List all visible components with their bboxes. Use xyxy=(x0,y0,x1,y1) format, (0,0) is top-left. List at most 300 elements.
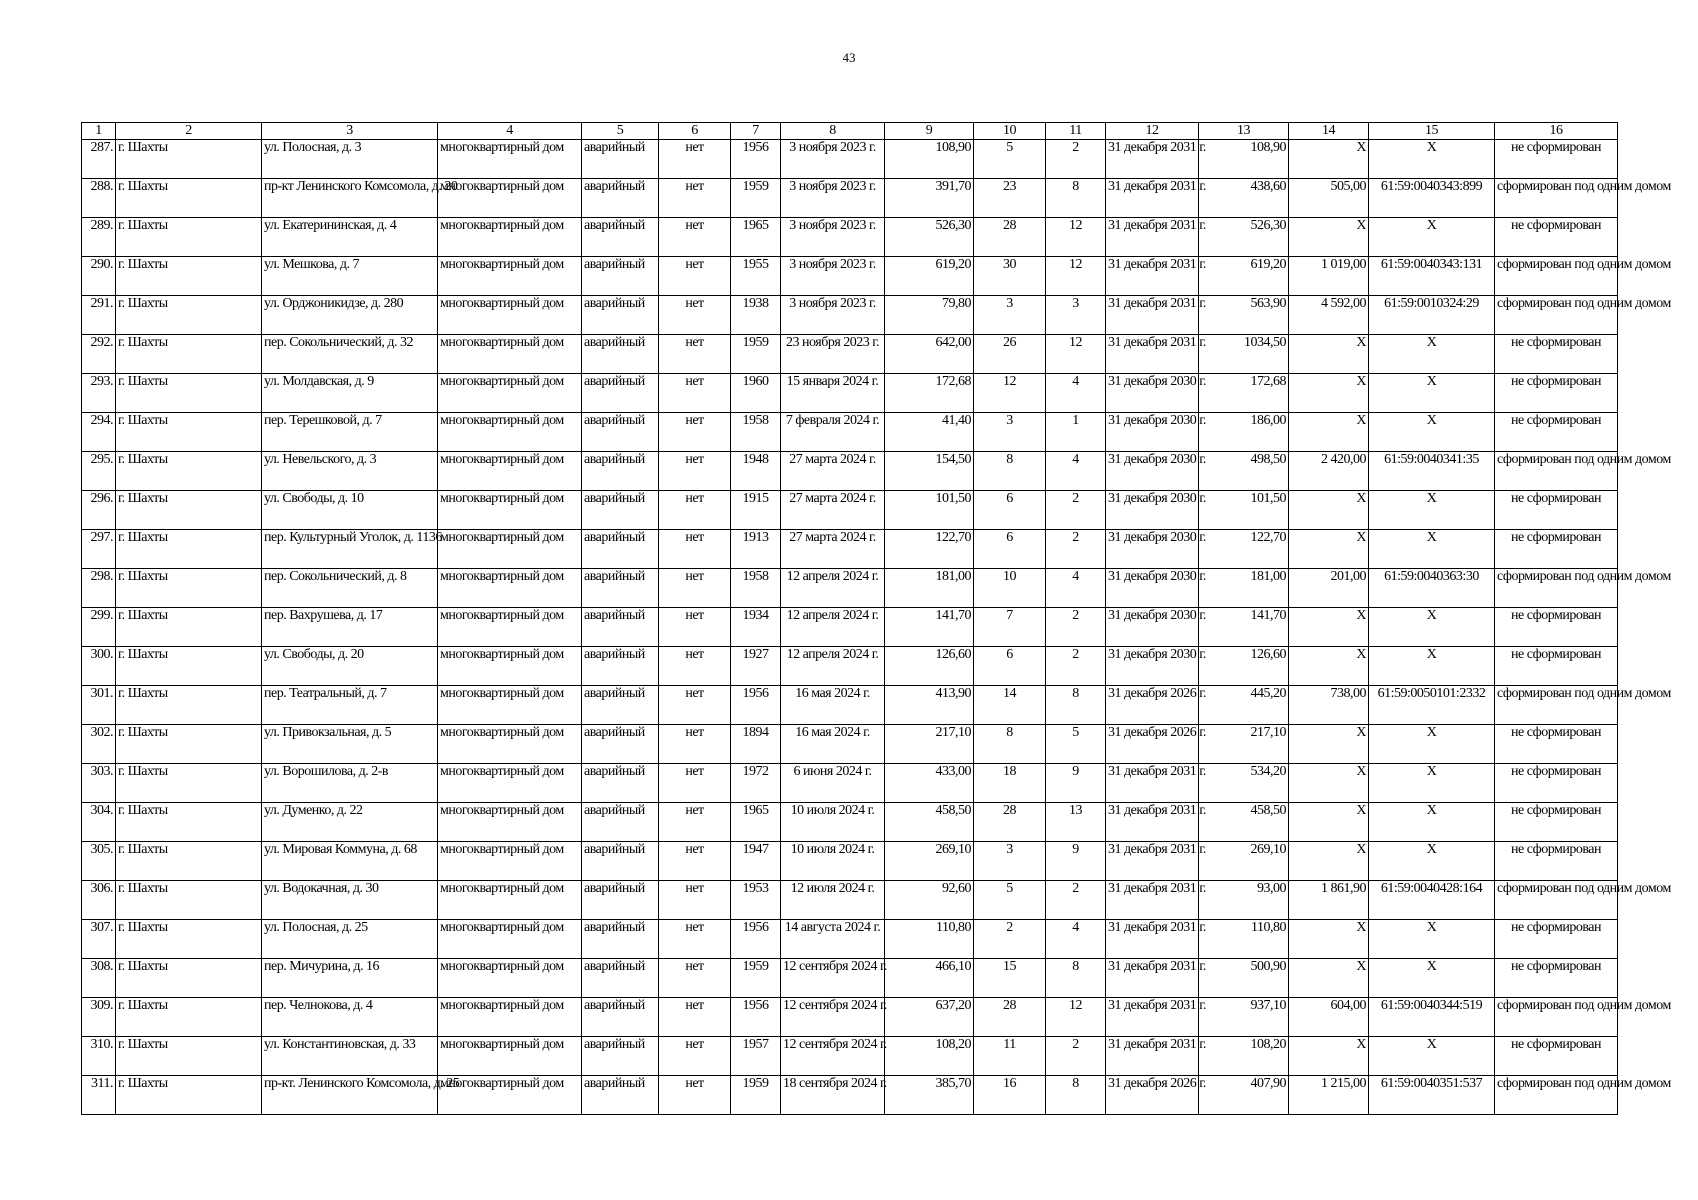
cell-recognition-date: 16 мая 2024 г. xyxy=(781,686,885,725)
cell-condition: аварийный xyxy=(582,218,659,257)
cell-area: 413,90 xyxy=(885,686,974,725)
column-header-2: 2 xyxy=(116,123,262,140)
cell-residents: 3 xyxy=(974,296,1046,335)
cell-land-status: сформирован под одним домом xyxy=(1495,452,1618,491)
cell-build-year: 1913 xyxy=(731,530,781,569)
cell-land-area: 1 019,00 xyxy=(1289,257,1369,296)
cell-condition: аварийный xyxy=(582,608,659,647)
cell-total-area: 181,00 xyxy=(1199,569,1289,608)
column-header-9: 9 xyxy=(885,123,974,140)
cell-cadastral-number: 61:59:0050101:2332 xyxy=(1369,686,1495,725)
cell-area: 101,50 xyxy=(885,491,974,530)
cell-resettlement-deadline: 31 декабря 2026 г. xyxy=(1106,686,1199,725)
cell-cadastral-number: Х xyxy=(1369,374,1495,413)
cell-building-type: многоквартирный дом xyxy=(438,920,582,959)
cell-condition: аварийный xyxy=(582,413,659,452)
cell-land-area: 505,00 xyxy=(1289,179,1369,218)
cell-building-type: многоквартирный дом xyxy=(438,998,582,1037)
cell-land-status: не сформирован xyxy=(1495,218,1618,257)
cell-land-area: Х xyxy=(1289,1037,1369,1076)
cell-premises: 1 xyxy=(1046,413,1106,452)
cell-condition: аварийный xyxy=(582,686,659,725)
cell-recognition-date: 12 апреля 2024 г. xyxy=(781,569,885,608)
cell-resettlement-deadline: 31 декабря 2030 г. xyxy=(1106,608,1199,647)
cell-locality: г. Шахты xyxy=(116,725,262,764)
cell-recognition-date: 3 ноября 2023 г. xyxy=(781,218,885,257)
cell-recognition-date: 12 апреля 2024 г. xyxy=(781,608,885,647)
cell-resettlement-deadline: 31 декабря 2031 г. xyxy=(1106,842,1199,881)
cell-residents: 26 xyxy=(974,335,1046,374)
cell-residents: 10 xyxy=(974,569,1046,608)
cell-land-area: Х xyxy=(1289,218,1369,257)
cell-resettlement-deadline: 31 декабря 2030 г. xyxy=(1106,413,1199,452)
cell-premises: 12 xyxy=(1046,335,1106,374)
cell-premises: 3 xyxy=(1046,296,1106,335)
cell-total-area: 1034,50 xyxy=(1199,335,1289,374)
cell-condition: аварийный xyxy=(582,998,659,1037)
cell-cadastral-number: Х xyxy=(1369,1037,1495,1076)
cell-address: пр-кт. Ленинского Комсомола, д. 25 xyxy=(262,1076,438,1115)
cell-total-area: 407,90 xyxy=(1199,1076,1289,1115)
table-body xyxy=(82,123,1671,1115)
cell-total-area: 563,90 xyxy=(1199,296,1289,335)
cell-land-area: Х xyxy=(1289,920,1369,959)
cell-address: ул. Орджоникидзе, д. 280 xyxy=(262,296,438,335)
cell-area: 458,50 xyxy=(885,803,974,842)
cell-address: ул. Молдавская, д. 9 xyxy=(262,374,438,413)
cell-land-area: 1 861,90 xyxy=(1289,881,1369,920)
cell-total-area: 126,60 xyxy=(1199,647,1289,686)
cell-condition-flag: нет xyxy=(659,647,731,686)
cell-area: 110,80 xyxy=(885,920,974,959)
cell-row-number: 291. xyxy=(82,296,116,335)
cell-condition: аварийный xyxy=(582,179,659,218)
cell-condition-flag: нет xyxy=(659,452,731,491)
cell-land-status: не сформирован xyxy=(1495,335,1618,374)
table-row xyxy=(82,842,1618,881)
cell-row-number: 304. xyxy=(82,803,116,842)
cell-premises: 12 xyxy=(1046,257,1106,296)
cell-condition-flag: нет xyxy=(659,842,731,881)
cell-total-area: 269,10 xyxy=(1199,842,1289,881)
cell-resettlement-deadline: 31 декабря 2030 г. xyxy=(1106,569,1199,608)
cell-condition: аварийный xyxy=(582,959,659,998)
cell-build-year: 1959 xyxy=(731,959,781,998)
cell-land-status: не сформирован xyxy=(1495,842,1618,881)
column-header-3: 3 xyxy=(262,123,438,140)
cell-land-status: сформирован под одним домом xyxy=(1495,881,1618,920)
cell-building-type: многоквартирный дом xyxy=(438,959,582,998)
cell-condition-flag: нет xyxy=(659,1076,731,1115)
cell-land-area: 1 215,00 xyxy=(1289,1076,1369,1115)
cell-building-type: многоквартирный дом xyxy=(438,179,582,218)
cell-premises: 9 xyxy=(1046,842,1106,881)
cell-condition: аварийный xyxy=(582,257,659,296)
cell-locality: г. Шахты xyxy=(116,257,262,296)
column-header-4: 4 xyxy=(438,123,582,140)
cell-recognition-date: 27 марта 2024 г. xyxy=(781,530,885,569)
cell-cadastral-number: Х xyxy=(1369,920,1495,959)
cell-total-area: 937,10 xyxy=(1199,998,1289,1037)
cell-resettlement-deadline: 31 декабря 2030 г. xyxy=(1106,491,1199,530)
cell-residents: 15 xyxy=(974,959,1046,998)
cell-condition-flag: нет xyxy=(659,179,731,218)
cell-build-year: 1927 xyxy=(731,647,781,686)
cell-condition: аварийный xyxy=(582,452,659,491)
cell-build-year: 1956 xyxy=(731,140,781,179)
cell-address: ул. Невельского, д. 3 xyxy=(262,452,438,491)
cell-area: 79,80 xyxy=(885,296,974,335)
cell-building-type: многоквартирный дом xyxy=(438,140,582,179)
cell-area: 92,60 xyxy=(885,881,974,920)
cell-condition-flag: нет xyxy=(659,608,731,647)
table-row xyxy=(82,335,1618,374)
cell-premises: 4 xyxy=(1046,374,1106,413)
cell-land-area: 201,00 xyxy=(1289,569,1369,608)
cell-land-status: сформирован под одним домом xyxy=(1495,998,1618,1037)
cell-resettlement-deadline: 31 декабря 2031 г. xyxy=(1106,1037,1199,1076)
cell-address: ул. Мировая Коммуна, д. 68 xyxy=(262,842,438,881)
cell-condition-flag: нет xyxy=(659,413,731,452)
cell-land-status: не сформирован xyxy=(1495,725,1618,764)
cell-premises: 5 xyxy=(1046,725,1106,764)
cell-locality: г. Шахты xyxy=(116,608,262,647)
table-row xyxy=(82,296,1618,335)
cell-land-status: не сформирован xyxy=(1495,530,1618,569)
cell-build-year: 1959 xyxy=(731,335,781,374)
cell-recognition-date: 12 сентября 2024 г. xyxy=(781,959,885,998)
table-row xyxy=(82,686,1618,725)
cell-recognition-date: 10 июля 2024 г. xyxy=(781,842,885,881)
cell-resettlement-deadline: 31 декабря 2031 г. xyxy=(1106,998,1199,1037)
cell-cadastral-number: Х xyxy=(1369,608,1495,647)
cell-locality: г. Шахты xyxy=(116,452,262,491)
cell-premises: 8 xyxy=(1046,1076,1106,1115)
cell-build-year: 1965 xyxy=(731,218,781,257)
cell-locality: г. Шахты xyxy=(116,1076,262,1115)
cell-residents: 5 xyxy=(974,140,1046,179)
cell-area: 172,68 xyxy=(885,374,974,413)
cell-resettlement-deadline: 31 декабря 2030 г. xyxy=(1106,452,1199,491)
cell-row-number: 301. xyxy=(82,686,116,725)
cell-build-year: 1957 xyxy=(731,1037,781,1076)
cell-row-number: 308. xyxy=(82,959,116,998)
cell-premises: 13 xyxy=(1046,803,1106,842)
table-row xyxy=(82,647,1618,686)
cell-locality: г. Шахты xyxy=(116,959,262,998)
cell-row-number: 300. xyxy=(82,647,116,686)
cell-resettlement-deadline: 31 декабря 2030 г. xyxy=(1106,530,1199,569)
cell-land-status: сформирован под одним домом xyxy=(1495,257,1618,296)
cell-condition: аварийный xyxy=(582,296,659,335)
cell-land-area: 604,00 xyxy=(1289,998,1369,1037)
cell-building-type: многоквартирный дом xyxy=(438,452,582,491)
cell-address: ул. Мешкова, д. 7 xyxy=(262,257,438,296)
cell-total-area: 217,10 xyxy=(1199,725,1289,764)
cell-land-status: сформирован под одним домом xyxy=(1495,1076,1618,1115)
cell-area: 122,70 xyxy=(885,530,974,569)
cell-premises: 2 xyxy=(1046,1037,1106,1076)
cell-resettlement-deadline: 31 декабря 2030 г. xyxy=(1106,647,1199,686)
cell-locality: г. Шахты xyxy=(116,1037,262,1076)
cell-land-area: Х xyxy=(1289,608,1369,647)
cell-residents: 6 xyxy=(974,530,1046,569)
cell-condition: аварийный xyxy=(582,881,659,920)
cell-row-number: 306. xyxy=(82,881,116,920)
table-row xyxy=(82,530,1618,569)
cell-land-area: Х xyxy=(1289,140,1369,179)
cell-land-area: Х xyxy=(1289,803,1369,842)
cell-land-status: не сформирован xyxy=(1495,413,1618,452)
cell-build-year: 1948 xyxy=(731,452,781,491)
cell-premises: 2 xyxy=(1046,647,1106,686)
cell-recognition-date: 12 апреля 2024 г. xyxy=(781,647,885,686)
cell-recognition-date: 3 ноября 2023 г. xyxy=(781,257,885,296)
cell-area: 391,70 xyxy=(885,179,974,218)
cell-area: 637,20 xyxy=(885,998,974,1037)
cell-resettlement-deadline: 31 декабря 2031 г. xyxy=(1106,218,1199,257)
table-row xyxy=(82,998,1618,1037)
cell-address: пер. Театральный, д. 7 xyxy=(262,686,438,725)
cell-cadastral-number: Х xyxy=(1369,530,1495,569)
cell-building-type: многоквартирный дом xyxy=(438,842,582,881)
cell-total-area: 108,90 xyxy=(1199,140,1289,179)
cell-premises: 2 xyxy=(1046,881,1106,920)
cell-recognition-date: 14 августа 2024 г. xyxy=(781,920,885,959)
table-row xyxy=(82,1037,1618,1076)
cell-land-area: 4 592,00 xyxy=(1289,296,1369,335)
cell-build-year: 1956 xyxy=(731,998,781,1037)
cell-total-area: 110,80 xyxy=(1199,920,1289,959)
cell-recognition-date: 15 января 2024 г. xyxy=(781,374,885,413)
cell-total-area: 172,68 xyxy=(1199,374,1289,413)
cell-cadastral-number: 61:59:0040344:519 xyxy=(1369,998,1495,1037)
cell-premises: 12 xyxy=(1046,218,1106,257)
column-header-14: 14 xyxy=(1289,123,1369,140)
cell-area: 108,90 xyxy=(885,140,974,179)
table-row xyxy=(82,413,1618,452)
cell-row-number: 293. xyxy=(82,374,116,413)
cell-total-area: 101,50 xyxy=(1199,491,1289,530)
cell-resettlement-deadline: 31 декабря 2031 г. xyxy=(1106,764,1199,803)
cell-land-area: 738,00 xyxy=(1289,686,1369,725)
cell-area: 619,20 xyxy=(885,257,974,296)
cell-build-year: 1894 xyxy=(731,725,781,764)
cell-address: пер. Сокольнический, д. 32 xyxy=(262,335,438,374)
cell-condition: аварийный xyxy=(582,140,659,179)
cell-locality: г. Шахты xyxy=(116,179,262,218)
cell-condition: аварийный xyxy=(582,764,659,803)
cell-building-type: многоквартирный дом xyxy=(438,686,582,725)
cell-residents: 6 xyxy=(974,647,1046,686)
table-row xyxy=(82,374,1618,413)
cell-residents: 8 xyxy=(974,452,1046,491)
cell-residents: 3 xyxy=(974,842,1046,881)
cell-row-number: 292. xyxy=(82,335,116,374)
cell-area: 154,50 xyxy=(885,452,974,491)
cell-address: ул. Свободы, д. 10 xyxy=(262,491,438,530)
cell-condition: аварийный xyxy=(582,491,659,530)
cell-residents: 28 xyxy=(974,218,1046,257)
cell-land-status: не сформирован xyxy=(1495,140,1618,179)
cell-cadastral-number: 61:59:0040341:35 xyxy=(1369,452,1495,491)
cell-premises: 8 xyxy=(1046,959,1106,998)
cell-address: пер. Вахрушева, д. 17 xyxy=(262,608,438,647)
cell-locality: г. Шахты xyxy=(116,296,262,335)
cell-build-year: 1953 xyxy=(731,881,781,920)
cell-building-type: многоквартирный дом xyxy=(438,1076,582,1115)
cell-land-area: Х xyxy=(1289,959,1369,998)
table-row xyxy=(82,725,1618,764)
cell-build-year: 1958 xyxy=(731,569,781,608)
cell-recognition-date: 27 марта 2024 г. xyxy=(781,452,885,491)
cell-building-type: многоквартирный дом xyxy=(438,647,582,686)
cell-resettlement-deadline: 31 декабря 2030 г. xyxy=(1106,374,1199,413)
cell-locality: г. Шахты xyxy=(116,374,262,413)
cell-residents: 2 xyxy=(974,920,1046,959)
cell-resettlement-deadline: 31 декабря 2026 г. xyxy=(1106,725,1199,764)
table-row xyxy=(82,608,1618,647)
cell-locality: г. Шахты xyxy=(116,218,262,257)
table-row xyxy=(82,569,1618,608)
cell-locality: г. Шахты xyxy=(116,881,262,920)
cell-premises: 8 xyxy=(1046,686,1106,725)
cell-residents: 28 xyxy=(974,998,1046,1037)
cell-premises: 2 xyxy=(1046,491,1106,530)
cell-resettlement-deadline: 31 декабря 2031 г. xyxy=(1106,803,1199,842)
cell-resettlement-deadline: 31 декабря 2026 г. xyxy=(1106,1076,1199,1115)
cell-total-area: 141,70 xyxy=(1199,608,1289,647)
cell-condition: аварийный xyxy=(582,530,659,569)
cell-row-number: 302. xyxy=(82,725,116,764)
column-header-5: 5 xyxy=(582,123,659,140)
cell-residents: 23 xyxy=(974,179,1046,218)
cell-area: 269,10 xyxy=(885,842,974,881)
cell-condition: аварийный xyxy=(582,1037,659,1076)
cell-total-area: 619,20 xyxy=(1199,257,1289,296)
cell-premises: 2 xyxy=(1046,530,1106,569)
cell-cadastral-number: Х xyxy=(1369,764,1495,803)
cell-land-area: Х xyxy=(1289,647,1369,686)
cell-build-year: 1958 xyxy=(731,413,781,452)
cell-address: пер. Культурный Уголок, д. 1136 xyxy=(262,530,438,569)
cell-building-type: многоквартирный дом xyxy=(438,374,582,413)
cell-recognition-date: 10 июля 2024 г. xyxy=(781,803,885,842)
cell-building-type: многоквартирный дом xyxy=(438,530,582,569)
cell-building-type: многоквартирный дом xyxy=(438,725,582,764)
cell-locality: г. Шахты xyxy=(116,920,262,959)
cell-locality: г. Шахты xyxy=(116,803,262,842)
cell-condition: аварийный xyxy=(582,803,659,842)
cell-condition-flag: нет xyxy=(659,881,731,920)
cell-building-type: многоквартирный дом xyxy=(438,257,582,296)
cell-total-area: 186,00 xyxy=(1199,413,1289,452)
cell-area: 108,20 xyxy=(885,1037,974,1076)
cell-area: 181,00 xyxy=(885,569,974,608)
cell-condition: аварийный xyxy=(582,725,659,764)
cell-condition-flag: нет xyxy=(659,764,731,803)
cell-condition-flag: нет xyxy=(659,140,731,179)
cell-total-area: 500,90 xyxy=(1199,959,1289,998)
cell-build-year: 1934 xyxy=(731,608,781,647)
cell-cadastral-number: 61:59:0040351:537 xyxy=(1369,1076,1495,1115)
cell-recognition-date: 12 сентября 2024 г. xyxy=(781,998,885,1037)
cell-locality: г. Шахты xyxy=(116,569,262,608)
column-header-6: 6 xyxy=(659,123,731,140)
cell-land-area: Х xyxy=(1289,491,1369,530)
cell-row-number: 298. xyxy=(82,569,116,608)
cell-cadastral-number: Х xyxy=(1369,140,1495,179)
table-row xyxy=(82,491,1618,530)
cell-land-status: не сформирован xyxy=(1495,647,1618,686)
column-header-7: 7 xyxy=(731,123,781,140)
cell-total-area: 526,30 xyxy=(1199,218,1289,257)
column-header-15: 15 xyxy=(1369,123,1495,140)
cell-area: 217,10 xyxy=(885,725,974,764)
cell-build-year: 1959 xyxy=(731,179,781,218)
cell-residents: 5 xyxy=(974,881,1046,920)
cell-building-type: многоквартирный дом xyxy=(438,335,582,374)
cell-area: 466,10 xyxy=(885,959,974,998)
cell-premises: 8 xyxy=(1046,179,1106,218)
cell-residents: 11 xyxy=(974,1037,1046,1076)
cell-cadastral-number: Х xyxy=(1369,725,1495,764)
cell-residents: 28 xyxy=(974,803,1046,842)
cell-building-type: многоквартирный дом xyxy=(438,218,582,257)
cell-recognition-date: 18 сентября 2024 г. xyxy=(781,1076,885,1115)
cell-address: пер. Челнокова, д. 4 xyxy=(262,998,438,1037)
cell-building-type: многоквартирный дом xyxy=(438,608,582,647)
cell-address: ул. Водокачная, д. 30 xyxy=(262,881,438,920)
cell-row-number: 299. xyxy=(82,608,116,647)
cell-condition-flag: нет xyxy=(659,959,731,998)
cell-locality: г. Шахты xyxy=(116,530,262,569)
cell-locality: г. Шахты xyxy=(116,491,262,530)
cell-residents: 6 xyxy=(974,491,1046,530)
cell-condition-flag: нет xyxy=(659,374,731,413)
cell-land-status: сформирован под одним домом xyxy=(1495,569,1618,608)
cell-land-status: не сформирован xyxy=(1495,608,1618,647)
cell-address: ул. Екатерининская, д. 4 xyxy=(262,218,438,257)
cell-recognition-date: 12 сентября 2024 г. xyxy=(781,1037,885,1076)
cell-building-type: многоквартирный дом xyxy=(438,413,582,452)
cell-area: 41,40 xyxy=(885,413,974,452)
cell-build-year: 1955 xyxy=(731,257,781,296)
cell-address: ул. Привокзальная, д. 5 xyxy=(262,725,438,764)
cell-total-area: 534,20 xyxy=(1199,764,1289,803)
cell-land-status: не сформирован xyxy=(1495,764,1618,803)
cell-build-year: 1915 xyxy=(731,491,781,530)
cell-residents: 8 xyxy=(974,725,1046,764)
cell-condition: аварийный xyxy=(582,374,659,413)
cell-land-status: не сформирован xyxy=(1495,920,1618,959)
cell-cadastral-number: Х xyxy=(1369,491,1495,530)
cell-premises: 4 xyxy=(1046,452,1106,491)
cell-build-year: 1938 xyxy=(731,296,781,335)
cell-locality: г. Шахты xyxy=(116,764,262,803)
cell-cadastral-number: Х xyxy=(1369,335,1495,374)
cell-recognition-date: 27 марта 2024 г. xyxy=(781,491,885,530)
header-row xyxy=(82,123,1618,140)
cell-land-status: не сформирован xyxy=(1495,803,1618,842)
cell-cadastral-number: 61:59:0040343:131 xyxy=(1369,257,1495,296)
table-row xyxy=(82,218,1618,257)
cell-residents: 14 xyxy=(974,686,1046,725)
table-row xyxy=(82,920,1618,959)
cell-row-number: 307. xyxy=(82,920,116,959)
cell-row-number: 311. xyxy=(82,1076,116,1115)
cell-land-status: не сформирован xyxy=(1495,1037,1618,1076)
